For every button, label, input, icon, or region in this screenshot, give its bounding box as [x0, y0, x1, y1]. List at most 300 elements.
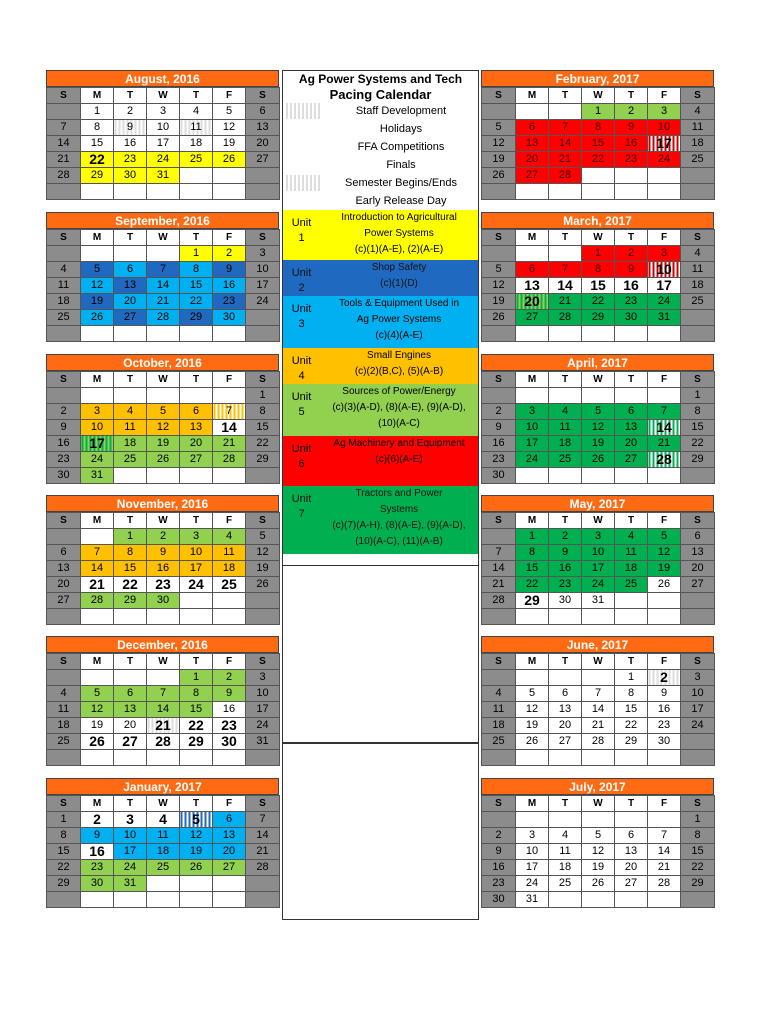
day-cell: 8: [180, 686, 213, 702]
week-row: [482, 120, 715, 136]
unit-number: [283, 384, 320, 436]
day-cell: 7: [582, 686, 615, 702]
day-cell: [180, 750, 213, 766]
day-cell: 4: [213, 529, 246, 545]
day-cell: 22: [681, 860, 715, 876]
weekday-header: T: [549, 654, 582, 670]
day-cell: 25: [482, 734, 516, 750]
day-cell: 19: [482, 294, 516, 310]
legend: [283, 102, 478, 210]
day-cell: 20: [213, 844, 246, 860]
unit-word: Unit: [291, 355, 312, 367]
day-cell: 18: [681, 136, 715, 152]
day-cell: 28: [81, 593, 114, 609]
month-title: December, 2016: [46, 636, 279, 653]
day-cell: [549, 326, 582, 342]
day-cell: [582, 812, 615, 828]
legend-swatch: [286, 103, 322, 119]
day-cell: [147, 468, 180, 484]
day-cell: 15: [681, 420, 715, 436]
day-cell: 24: [516, 876, 549, 892]
month-grid: [46, 653, 280, 766]
weekday-header: S: [681, 88, 715, 104]
day-cell: 26: [180, 860, 213, 876]
day-cell: [681, 734, 715, 750]
week-row: [47, 468, 280, 484]
unit-4: [283, 348, 478, 384]
month-grid: [46, 795, 280, 908]
unit-number: [283, 296, 320, 348]
day-cell: [81, 326, 114, 342]
day-cell: 20: [681, 561, 715, 577]
unit-word: Unit: [291, 267, 312, 279]
day-cell: 30: [47, 468, 81, 484]
day-cell: 16: [147, 561, 180, 577]
day-cell: [681, 326, 715, 342]
weekday-header-row: [47, 513, 280, 529]
week-row: [47, 718, 280, 734]
day-cell: 7: [147, 686, 180, 702]
day-cell: 20: [246, 136, 280, 152]
center-blank-area: [282, 566, 479, 743]
day-cell: [246, 184, 280, 200]
day-cell: 11: [549, 420, 582, 436]
day-cell: 24: [516, 452, 549, 468]
weekday-header: T: [114, 230, 147, 246]
day-cell: 10: [516, 844, 549, 860]
legend-label: Semester Begins/Ends: [345, 177, 457, 189]
unit-text-line: Tools & Equipment Used in: [338, 298, 460, 309]
day-cell: 24: [582, 577, 615, 593]
day-cell: 31: [582, 593, 615, 609]
day-cell: [180, 609, 213, 625]
day-cell: 13: [516, 278, 549, 294]
weekday-header-row: [482, 230, 715, 246]
day-cell: 6: [180, 404, 213, 420]
day-cell: 21: [549, 294, 582, 310]
weekday-header: T: [114, 796, 147, 812]
day-cell: 27: [516, 310, 549, 326]
weekday-header: T: [114, 88, 147, 104]
weekday-header: T: [549, 230, 582, 246]
unit-text-line: (c)(4)(A-E): [375, 330, 423, 341]
day-cell: 23: [114, 152, 147, 168]
unit-text-line: (10)(A-C): [378, 418, 420, 429]
legend-swatch: [286, 175, 322, 191]
day-cell: 6: [114, 686, 147, 702]
day-cell: 29: [681, 452, 715, 468]
day-cell: 5: [147, 404, 180, 420]
day-cell: 7: [549, 262, 582, 278]
weekday-header-row: [47, 796, 280, 812]
unit-text-line: Power Systems: [364, 228, 434, 239]
week-row: [47, 828, 280, 844]
day-cell: 24: [180, 577, 213, 593]
day-cell: 3: [81, 404, 114, 420]
week-row: [482, 468, 715, 484]
day-cell: 21: [246, 844, 280, 860]
week-row: [482, 750, 715, 766]
month-grid: [46, 512, 280, 625]
day-cell: 28: [246, 860, 280, 876]
day-cell: 21: [482, 577, 516, 593]
weekday-header-row: [47, 372, 280, 388]
day-cell: 23: [213, 294, 246, 310]
week-row: [482, 670, 715, 686]
unit-number: [283, 486, 320, 554]
unit-text-line: Shop Safety: [371, 262, 427, 273]
day-cell: 17: [516, 436, 549, 452]
weekday-header-row: [47, 654, 280, 670]
day-cell: 11: [549, 844, 582, 860]
day-cell: 5: [516, 686, 549, 702]
day-cell: 14: [47, 136, 81, 152]
day-cell: 29: [246, 452, 280, 468]
weekday-header: F: [213, 513, 246, 529]
day-cell: [582, 388, 615, 404]
month-grid: [46, 87, 280, 200]
week-row: [47, 136, 280, 152]
day-cell: 21: [147, 718, 180, 734]
weekday-header: M: [516, 88, 549, 104]
day-cell: 22: [180, 294, 213, 310]
week-row: [482, 812, 715, 828]
day-cell: 29: [582, 310, 615, 326]
day-cell: 17: [246, 278, 280, 294]
day-cell: [180, 892, 213, 908]
day-cell: 16: [482, 436, 516, 452]
week-row: [482, 577, 715, 593]
legend-item: [283, 102, 478, 120]
day-cell: 29: [681, 876, 715, 892]
day-cell: 19: [180, 844, 213, 860]
day-cell: 24: [81, 452, 114, 468]
month-calendar: [481, 495, 714, 625]
day-cell: [582, 326, 615, 342]
month-grid: [481, 371, 715, 484]
day-cell: 9: [482, 420, 516, 436]
day-cell: [582, 184, 615, 200]
weekday-header: T: [180, 513, 213, 529]
day-cell: 28: [147, 310, 180, 326]
day-cell: 2: [615, 104, 648, 120]
week-row: [482, 686, 715, 702]
weekday-header: S: [246, 88, 280, 104]
day-cell: [482, 104, 516, 120]
weekday-header: S: [482, 230, 516, 246]
weekday-header: M: [81, 88, 114, 104]
weekday-header: W: [582, 230, 615, 246]
day-cell: [180, 593, 213, 609]
day-cell: [482, 246, 516, 262]
day-cell: 4: [114, 404, 147, 420]
week-row: [47, 278, 280, 294]
unit-word: Unit: [291, 217, 312, 229]
day-cell: 31: [114, 876, 147, 892]
unit-list: [283, 210, 478, 554]
day-cell: 9: [81, 828, 114, 844]
week-row: [47, 876, 280, 892]
unit-description: [320, 486, 478, 554]
day-cell: 9: [615, 262, 648, 278]
day-cell: 26: [246, 577, 280, 593]
pacing-calendar-legend-panel: [282, 70, 479, 566]
day-cell: 4: [47, 262, 81, 278]
weekday-header: F: [648, 230, 681, 246]
day-cell: [246, 168, 280, 184]
day-cell: 23: [213, 718, 246, 734]
day-cell: 22: [681, 436, 715, 452]
day-cell: [615, 388, 648, 404]
day-cell: [47, 388, 81, 404]
weekday-header-row: [482, 796, 715, 812]
day-cell: 18: [47, 294, 81, 310]
weekday-header: W: [582, 654, 615, 670]
day-cell: [114, 670, 147, 686]
day-cell: 2: [213, 246, 246, 262]
weekday-header: S: [246, 372, 280, 388]
weekday-header-row: [482, 513, 715, 529]
month-calendar: [481, 354, 714, 484]
month-calendar: [46, 212, 279, 342]
month-title: July, 2017: [481, 778, 714, 795]
day-cell: 19: [582, 436, 615, 452]
day-cell: 30: [549, 593, 582, 609]
day-cell: 18: [114, 436, 147, 452]
day-cell: 21: [81, 577, 114, 593]
day-cell: 1: [681, 812, 715, 828]
unit-text-line: Ag Machinery and Equipment: [333, 438, 465, 449]
unit-number-value: 1: [298, 232, 305, 244]
day-cell: 12: [81, 278, 114, 294]
week-row: [482, 702, 715, 718]
week-row: [482, 326, 715, 342]
weekday-header: S: [681, 796, 715, 812]
day-cell: 15: [246, 420, 280, 436]
day-cell: [114, 184, 147, 200]
day-cell: 29: [114, 593, 147, 609]
day-cell: 27: [47, 593, 81, 609]
weekday-header: M: [81, 513, 114, 529]
day-cell: 29: [180, 734, 213, 750]
day-cell: 12: [516, 702, 549, 718]
day-cell: 30: [81, 876, 114, 892]
weekday-header: T: [114, 372, 147, 388]
day-cell: [681, 750, 715, 766]
day-cell: 14: [213, 420, 246, 436]
day-cell: 12: [213, 120, 246, 136]
day-cell: 5: [482, 120, 516, 136]
day-cell: [482, 326, 516, 342]
day-cell: [246, 310, 280, 326]
day-cell: 12: [180, 828, 213, 844]
week-row: [47, 529, 280, 545]
week-row: [482, 262, 715, 278]
day-cell: 13: [681, 545, 715, 561]
day-cell: 11: [482, 702, 516, 718]
day-cell: 10: [681, 686, 715, 702]
day-cell: 10: [648, 120, 681, 136]
week-row: [47, 750, 280, 766]
day-cell: [81, 184, 114, 200]
day-cell: [246, 593, 280, 609]
day-cell: 26: [213, 152, 246, 168]
week-row: [482, 529, 715, 545]
day-cell: [516, 750, 549, 766]
weekday-header: T: [549, 372, 582, 388]
weekday-header: S: [47, 513, 81, 529]
weekday-header: M: [81, 796, 114, 812]
weekday-header: T: [114, 513, 147, 529]
day-cell: 7: [213, 404, 246, 420]
weekday-header: S: [47, 230, 81, 246]
week-row: [47, 670, 280, 686]
day-cell: [147, 892, 180, 908]
day-cell: [681, 609, 715, 625]
unit-text-line: Sources of Power/Energy: [342, 386, 456, 397]
day-cell: [615, 609, 648, 625]
day-cell: [213, 326, 246, 342]
day-cell: 31: [81, 468, 114, 484]
day-cell: 28: [549, 168, 582, 184]
day-cell: [147, 670, 180, 686]
day-cell: [246, 892, 280, 908]
day-cell: 18: [482, 718, 516, 734]
day-cell: [549, 246, 582, 262]
day-cell: 5: [180, 812, 213, 828]
day-cell: [516, 326, 549, 342]
day-cell: 10: [180, 545, 213, 561]
day-cell: 1: [615, 670, 648, 686]
day-cell: [582, 609, 615, 625]
day-cell: [47, 529, 81, 545]
day-cell: [213, 184, 246, 200]
day-cell: [516, 468, 549, 484]
day-cell: 24: [648, 152, 681, 168]
day-cell: 29: [81, 168, 114, 184]
day-cell: 18: [681, 278, 715, 294]
month-grid: [481, 653, 715, 766]
day-cell: 22: [180, 718, 213, 734]
unit-text-line: Tractors and Power: [355, 488, 443, 499]
day-cell: 17: [114, 844, 147, 860]
day-cell: 14: [549, 278, 582, 294]
week-row: [47, 892, 280, 908]
day-cell: 12: [648, 545, 681, 561]
week-row: [482, 388, 715, 404]
day-cell: [180, 876, 213, 892]
day-cell: [648, 892, 681, 908]
day-cell: 25: [180, 152, 213, 168]
weekday-header: F: [213, 372, 246, 388]
month-title: October, 2016: [46, 354, 279, 371]
day-cell: 30: [147, 593, 180, 609]
day-cell: 2: [81, 812, 114, 828]
day-cell: [615, 892, 648, 908]
week-row: [47, 702, 280, 718]
legend-item: [283, 192, 478, 210]
weekday-header: T: [549, 513, 582, 529]
day-cell: 23: [615, 294, 648, 310]
day-cell: 25: [615, 577, 648, 593]
day-cell: [482, 670, 516, 686]
day-cell: 17: [648, 136, 681, 152]
day-cell: 7: [246, 812, 280, 828]
week-row: [47, 686, 280, 702]
month-title: April, 2017: [481, 354, 714, 371]
unit-word: Unit: [291, 493, 312, 505]
week-row: [47, 609, 280, 625]
day-cell: 11: [180, 120, 213, 136]
day-cell: 1: [180, 670, 213, 686]
week-row: [47, 262, 280, 278]
day-cell: 30: [213, 310, 246, 326]
day-cell: 11: [681, 120, 715, 136]
day-cell: 21: [549, 152, 582, 168]
day-cell: [114, 388, 147, 404]
day-cell: 31: [516, 892, 549, 908]
week-row: [47, 452, 280, 468]
day-cell: 13: [516, 136, 549, 152]
day-cell: [648, 750, 681, 766]
day-cell: 17: [582, 561, 615, 577]
day-cell: 30: [615, 310, 648, 326]
day-cell: 8: [114, 545, 147, 561]
weekday-header: W: [582, 88, 615, 104]
day-cell: 14: [81, 561, 114, 577]
day-cell: 13: [246, 120, 280, 136]
month-title: February, 2017: [481, 70, 714, 87]
week-row: [47, 120, 280, 136]
day-cell: 14: [582, 702, 615, 718]
day-cell: [47, 609, 81, 625]
day-cell: 4: [615, 529, 648, 545]
weekday-header: S: [47, 88, 81, 104]
day-cell: 26: [81, 734, 114, 750]
day-cell: 14: [648, 420, 681, 436]
unit-text-line: (c)(3)(A-D), (8)(A-E), (9)(A-D),: [332, 402, 466, 413]
day-cell: 31: [147, 168, 180, 184]
weekday-header: F: [213, 230, 246, 246]
legend-item: [283, 138, 478, 156]
day-cell: 14: [147, 278, 180, 294]
day-cell: 4: [549, 828, 582, 844]
weekday-header: F: [648, 513, 681, 529]
day-cell: 8: [681, 404, 715, 420]
day-cell: 9: [213, 686, 246, 702]
day-cell: 12: [482, 278, 516, 294]
day-cell: 27: [246, 152, 280, 168]
day-cell: 11: [213, 545, 246, 561]
weekday-header: S: [482, 796, 516, 812]
weekday-header: M: [516, 230, 549, 246]
day-cell: 26: [648, 577, 681, 593]
month-calendar: [46, 495, 279, 625]
day-cell: 17: [516, 860, 549, 876]
day-cell: 27: [549, 734, 582, 750]
day-cell: 4: [549, 404, 582, 420]
day-cell: 5: [246, 529, 280, 545]
day-cell: 7: [81, 545, 114, 561]
center-blank-box: [282, 743, 479, 920]
unit-text-line: Ag Power Systems: [356, 314, 442, 325]
weekday-header: F: [213, 796, 246, 812]
day-cell: 17: [246, 702, 280, 718]
weekday-header: M: [81, 372, 114, 388]
unit-text-line: Small Engines: [367, 350, 431, 361]
day-cell: 12: [147, 420, 180, 436]
weekday-header-row: [482, 88, 715, 104]
